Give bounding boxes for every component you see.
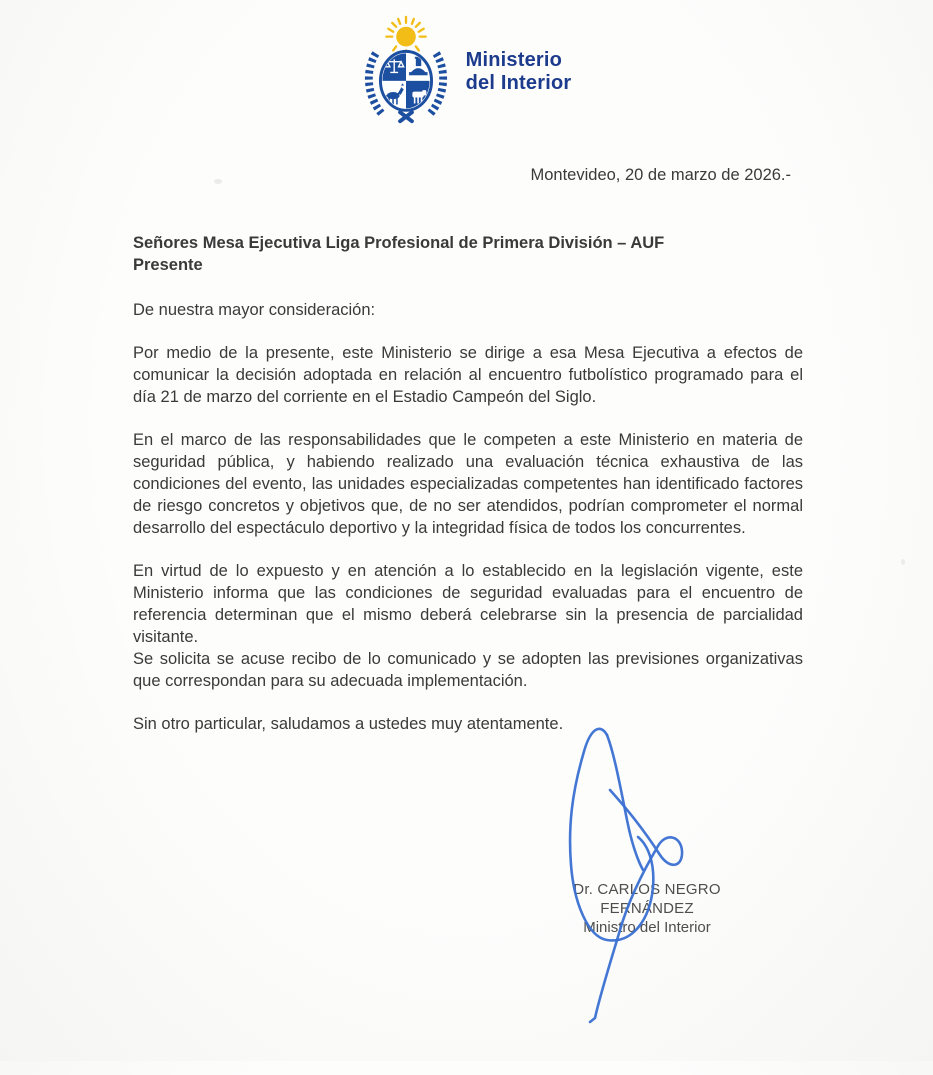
paragraph-2: En el marco de las responsabilidades que le competen a este Ministerio en materia de seguridad pública, y habiendo realizado una evaluación técnica exhaustiva de las condiciones del evento, las unidades especializadas competentes han identificado factores de riesgo concretos y objetivos que, de no ser atendidos, podrían comprometer el normal desarrollo del espectáculo deportivo y la integridad física de todos los concurrentes. xyxy=(133,431,803,537)
closing-line: Sin otro particular, saludamos a ustedes muy atentamente. xyxy=(133,715,564,733)
paragraph-1: Por medio de la presente, este Ministerio se dirige a esa Mesa Ejecutiva a efectos de comunicar la decisión adoptada en relación al encuentro futbolístico programado para el día 21 de marzo del corriente en el Estadio Campeón del Siglo. xyxy=(133,344,803,406)
letter-body xyxy=(0,164,933,1075)
scan-artifact xyxy=(214,179,222,184)
date-line: Montevideo, 20 de marzo de 2026.- xyxy=(530,166,791,184)
recipient-line: Señores Mesa Ejecutiva Liga Profesional de Primera División – AUF xyxy=(133,234,665,252)
salutation: De nuestra mayor consideración: xyxy=(133,301,376,319)
signer-title: Ministro del Interior xyxy=(583,919,711,936)
ministry-name-line1: Ministerio xyxy=(465,49,563,71)
recipient-presente: Presente xyxy=(133,256,203,274)
signer-name: Dr. CARLOS NEGRO FERNÁNDEZ xyxy=(573,881,721,917)
scan-artifact xyxy=(901,559,905,565)
uruguay-coat-of-arms-icon xyxy=(362,15,450,129)
recipient-block xyxy=(133,232,803,276)
signer-identity xyxy=(533,880,761,937)
ministry-name-line2: del Interior xyxy=(465,72,572,94)
paragraph-4: Se solicita se acuse recibo de lo comunicado y se adopten las previsiones organizativas que correspondan para su adecuada implementación. xyxy=(133,650,803,690)
paragraph-3: En virtud de lo expuesto y en atención a lo establecido en la legislación vigente, este Ministerio informa que las condiciones de seguridad evaluadas para el encuentro de referencia determinan que el mismo deberá celebrarse sin la presencia de parcialidad visitante. xyxy=(133,562,803,646)
ministry-wordmark xyxy=(466,49,572,95)
signature-block xyxy=(133,735,803,1075)
letterhead xyxy=(0,0,933,132)
